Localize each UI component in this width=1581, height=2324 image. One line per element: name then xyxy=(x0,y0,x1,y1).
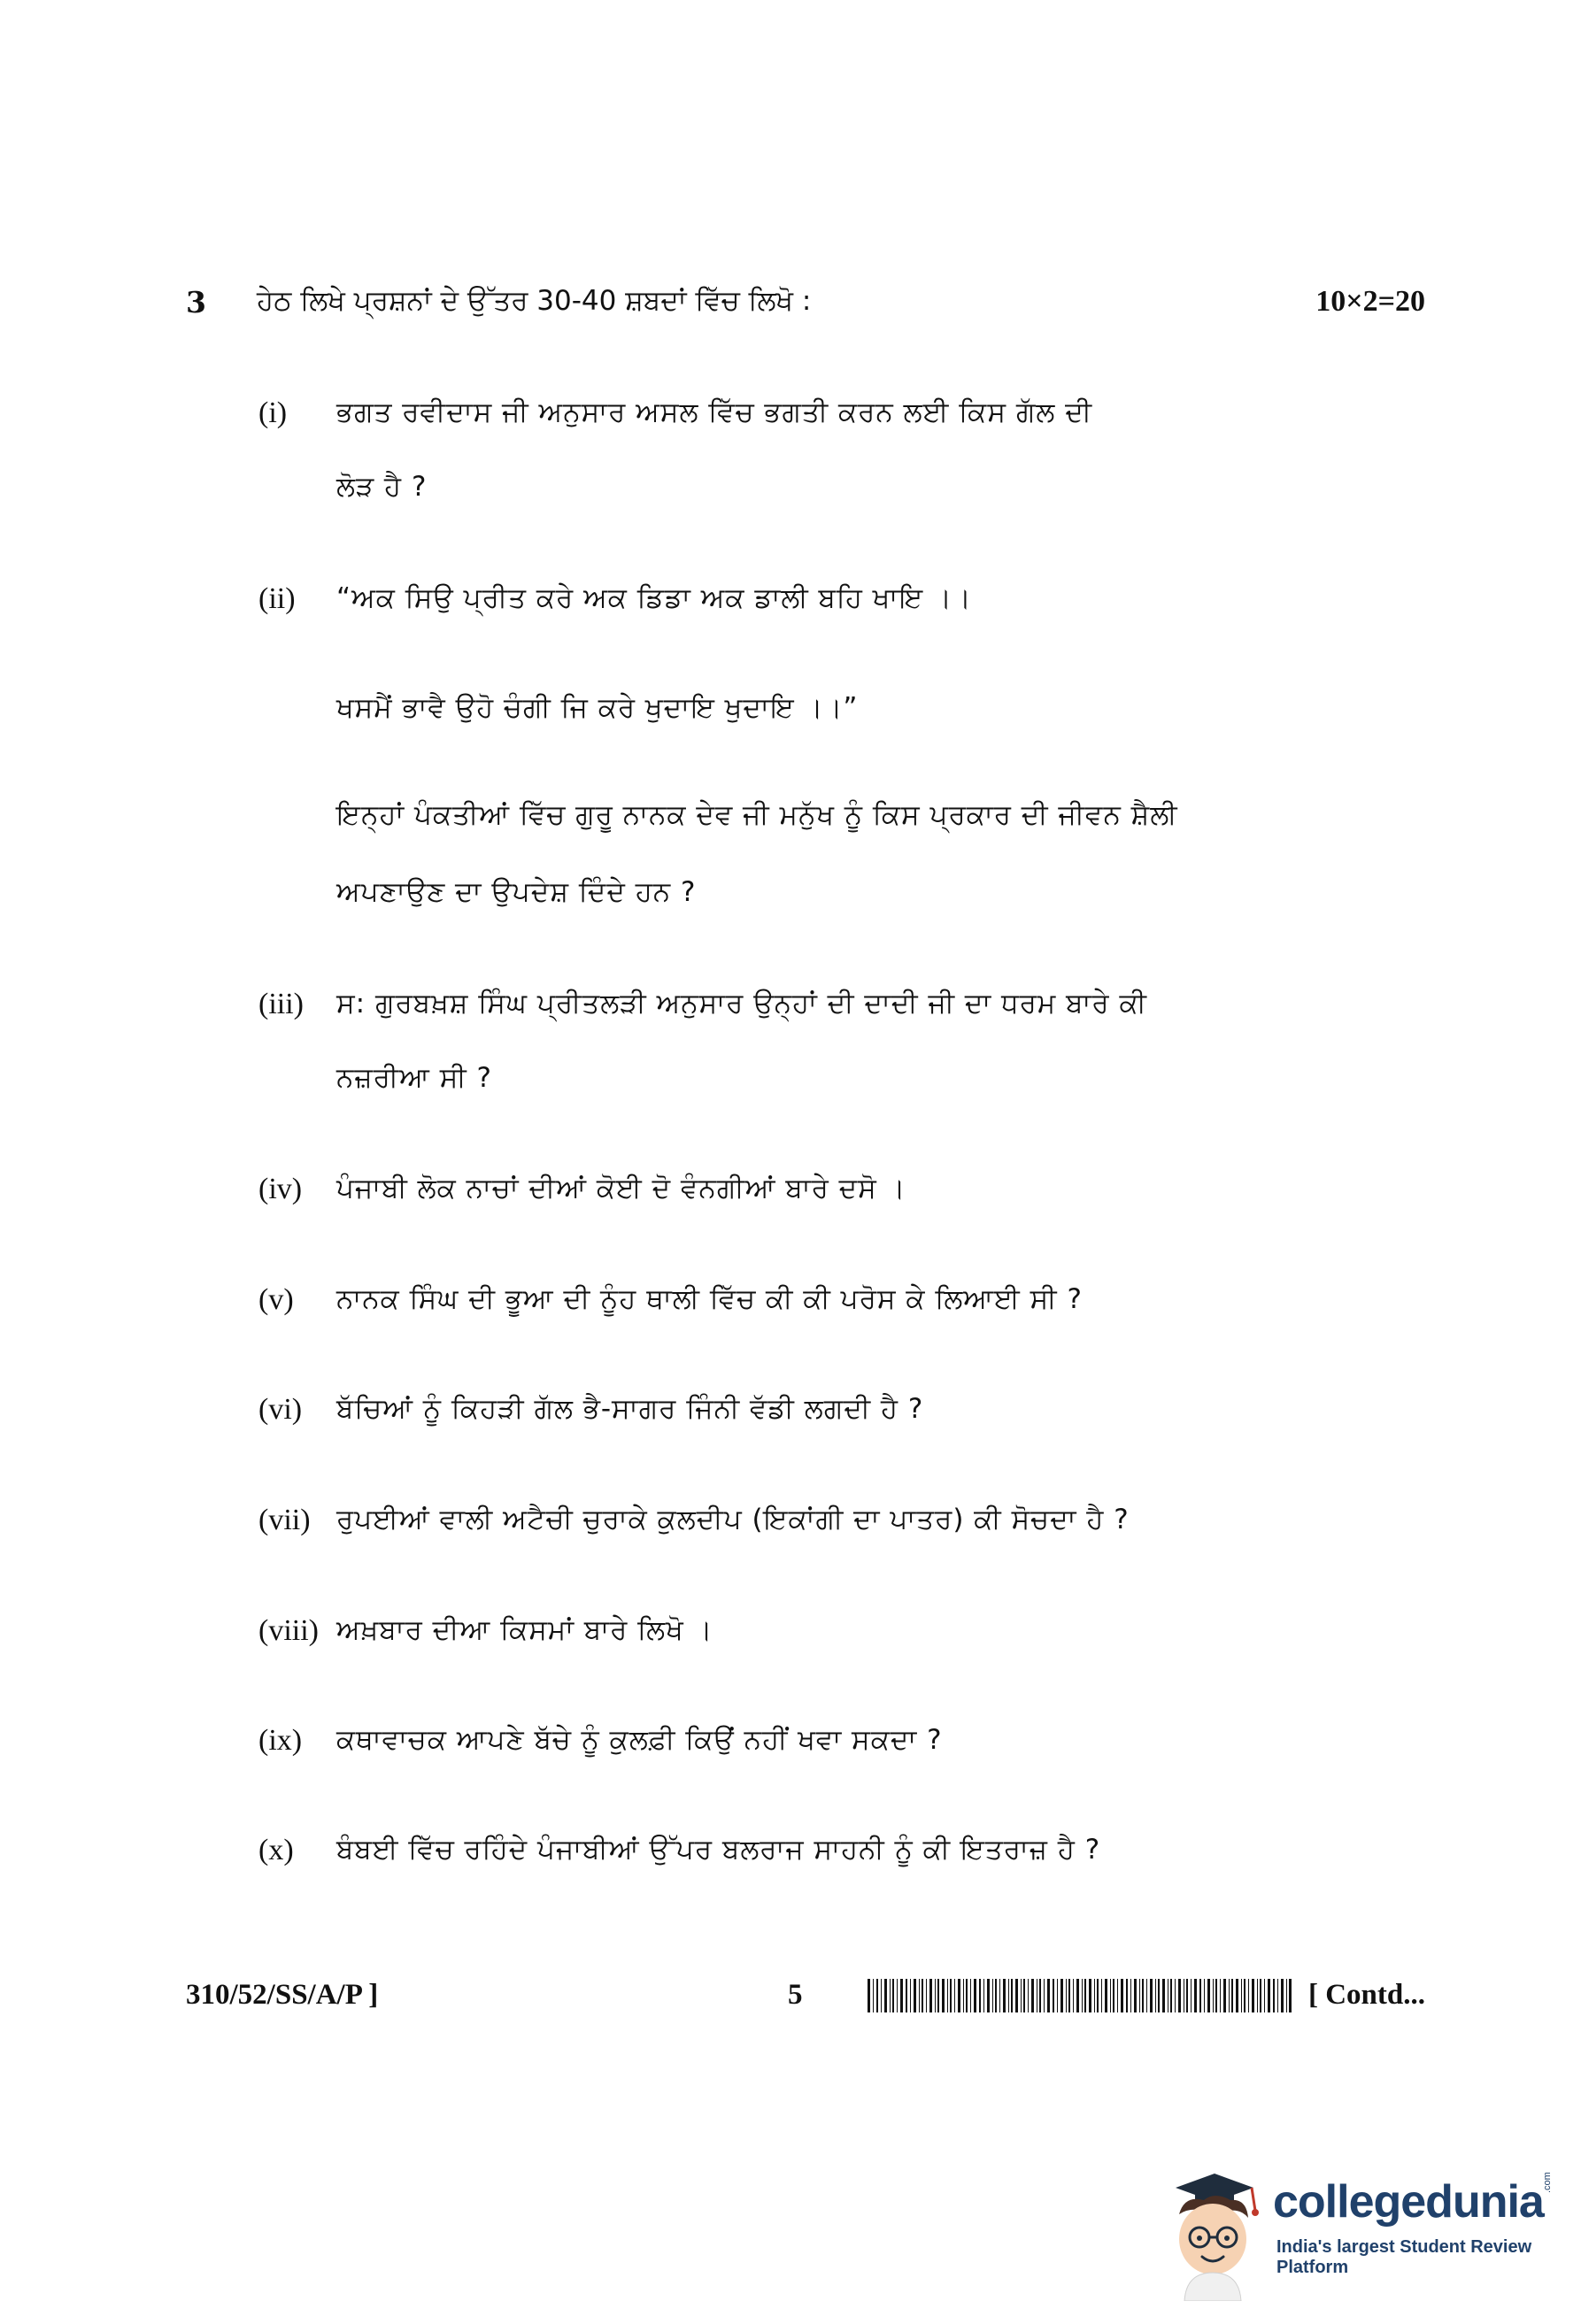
sub-question-ii xyxy=(258,582,1356,919)
collegedunia-logo xyxy=(1160,2168,1558,2301)
barcode-icon xyxy=(868,1979,1292,2012)
sub-question-text-line: ਕਥਾਵਾਚਕ ਆਪਣੇ ਬੱਚੇ ਨੂੰ ਕੁਲਫ਼ੀ ਕਿਉਂ ਨਹੀਂ ਖਵਾ ਸਕਦਾ ? xyxy=(336,1724,943,1756)
question-marks: 10×2=20 xyxy=(1315,285,1425,318)
sub-question-text-line: ਲੋੜ ਹੈ ? xyxy=(336,471,428,503)
sub-question-text-line: ਅਖ਼ਬਾਰ ਦੀਆ ਕਿਸਮਾਂ ਬਾਰੇ ਲਿਖੋ । xyxy=(336,1614,713,1646)
sub-question-x xyxy=(258,1834,1356,1878)
sub-question-iv xyxy=(258,1173,1356,1217)
sub-question-text-line: ਨਜ਼ਰੀਆ ਸੀ ? xyxy=(336,1062,493,1094)
sub-question-text-line: ਖਸਮੈਂ ਭਾਵੈ ਉਹੋ ਚੰਗੀ ਜਿ ਕਰੇ ਖੁਦਾਇ ਖੁਦਾਇ ।।” xyxy=(336,692,859,724)
logo-tagline: India's largest Student Review Platform xyxy=(1276,2237,1532,2277)
sub-question-label: (ii) xyxy=(258,582,296,615)
sub-question-text-line: ਅਪਣਾਉਣ ਦਾ ਉਪਦੇਸ਼ ਦਿੰਦੇ ਹਨ ? xyxy=(336,876,697,908)
sub-question-text-line: ਬੰਬਈ ਵਿੱਚ ਰਹਿੰਦੇ ਪੰਜਾਬੀਆਂ ਉੱਪਰ ਬਲਰਾਜ ਸਾਹਨੀ ਨੂੰ ਕੀ ਇਤਰਾਜ਼ ਹੈ ? xyxy=(336,1834,1101,1866)
sub-question-text-line: ਰੁਪਈਆਂ ਵਾਲੀ ਅਟੈਚੀ ਚੁਰਾਕੇ ਕੁਲਦੀਪ (ਇਕਾਂਗੀ ਦਾ ਪਾਤਰ) ਕੀ ਸੋਚਦਾ ਹੈ ? xyxy=(336,1504,1130,1535)
sub-question-label: (i) xyxy=(258,396,288,429)
logo-brand-text: collegedunia xyxy=(1273,2176,1544,2228)
sub-question-label: (vi) xyxy=(258,1393,303,1426)
sub-question-label: (vii) xyxy=(258,1504,311,1536)
sub-question-text-line: ਬੱਚਿਆਂ ਨੂੰ ਕਿਹੜੀ ਗੱਲ ਭੈ-ਸਾਗਰ ਜਿੰਨੀ ਵੱਡੀ ਲਗਦੀ ਹੈ ? xyxy=(336,1393,924,1425)
continued-marker: [ Contd... xyxy=(1307,1979,1425,2011)
sub-question-text-line: ਪੰਜਾਬੀ ਲੋਕ ਨਾਚਾਂ ਦੀਆਂ ਕੋਈ ਦੋ ਵੰਨਗੀਆਂ ਬਾਰੇ ਦਸੋ । xyxy=(336,1173,906,1204)
sub-question-i xyxy=(258,396,1356,512)
sub-question-text-line: “ਅਕ ਸਿਉ ਪ੍ਰੀਤ ਕਰੇ ਅਕ ਡਿਡਾ ਅਕ ਡਾਲੀ ਬਹਿ ਖਾਇ ।। xyxy=(336,582,972,614)
sub-question-vi xyxy=(258,1393,1356,1437)
question-number: 3 xyxy=(186,285,206,319)
sub-question-text-line: ਨਾਨਕ ਸਿੰਘ ਦੀ ਭੂਆ ਦੀ ਨੂੰਹ ਥਾਲੀ ਵਿੱਚ ਕੀ ਕੀ ਪਰੋਸ ਕੇ ਲਿਆਈ ਸੀ ? xyxy=(336,1283,1083,1315)
question-header xyxy=(186,285,1425,338)
sub-question-vii xyxy=(258,1504,1356,1548)
student-mascot-icon xyxy=(1160,2168,1266,2301)
sub-question-v xyxy=(258,1283,1356,1327)
sub-question-label: (x) xyxy=(258,1834,294,1866)
page-number: 5 xyxy=(788,1979,803,2011)
logo-dotcom-text: .com xyxy=(1542,2172,1553,2193)
sub-question-label: (viii) xyxy=(258,1614,319,1647)
sub-question-label: (iv) xyxy=(258,1173,303,1205)
sub-question-text-line: ਇਨ੍ਹਾਂ ਪੰਕਤੀਆਂ ਵਿੱਚ ਗੁਰੂ ਨਾਨਕ ਦੇਵ ਜੀ ਮਨੁੱਖ ਨੂੰ ਕਿਸ ਪ੍ਰਕਾਰ ਦੀ ਜੀਵਨ ਸ਼ੈਲੀ xyxy=(336,799,1178,831)
sub-question-text-line: ਸ: ਗੁਰਬਖ਼ਸ਼ ਸਿੰਘ ਪ੍ਰੀਤਲੜੀ ਅਨੁਸਾਰ ਉਨ੍ਹਾਂ ਦੀ ਦਾਦੀ ਜੀ ਦਾ ਧਰਮ ਬਾਰੇ ਕੀ xyxy=(336,988,1147,1020)
paper-code: 310/52/SS/A/P ] xyxy=(186,1979,379,2011)
sub-question-viii xyxy=(258,1614,1356,1658)
sub-question-text-line: ਭਗਤ ਰਵੀਦਾਸ ਜੀ ਅਨੁਸਾਰ ਅਸਲ ਵਿੱਚ ਭਗਤੀ ਕਰਨ ਲਈ ਕਿਸ ਗੱਲ ਦੀ xyxy=(336,396,1093,428)
sub-question-label: (ix) xyxy=(258,1724,303,1757)
sub-question-label: (iii) xyxy=(258,988,304,1020)
sub-question-ix xyxy=(258,1724,1356,1768)
page-footer xyxy=(186,1979,1425,2023)
question-instruction: ਹੇਠ ਲਿਖੇ ਪ੍ਰਸ਼ਨਾਂ ਦੇ ਉੱਤਰ 30-40 ਸ਼ਬਦਾਂ ਵਿੱਚ ਲਿਖੋ : xyxy=(257,285,812,317)
sub-question-label: (v) xyxy=(258,1283,294,1316)
sub-question-iii xyxy=(258,988,1356,1103)
